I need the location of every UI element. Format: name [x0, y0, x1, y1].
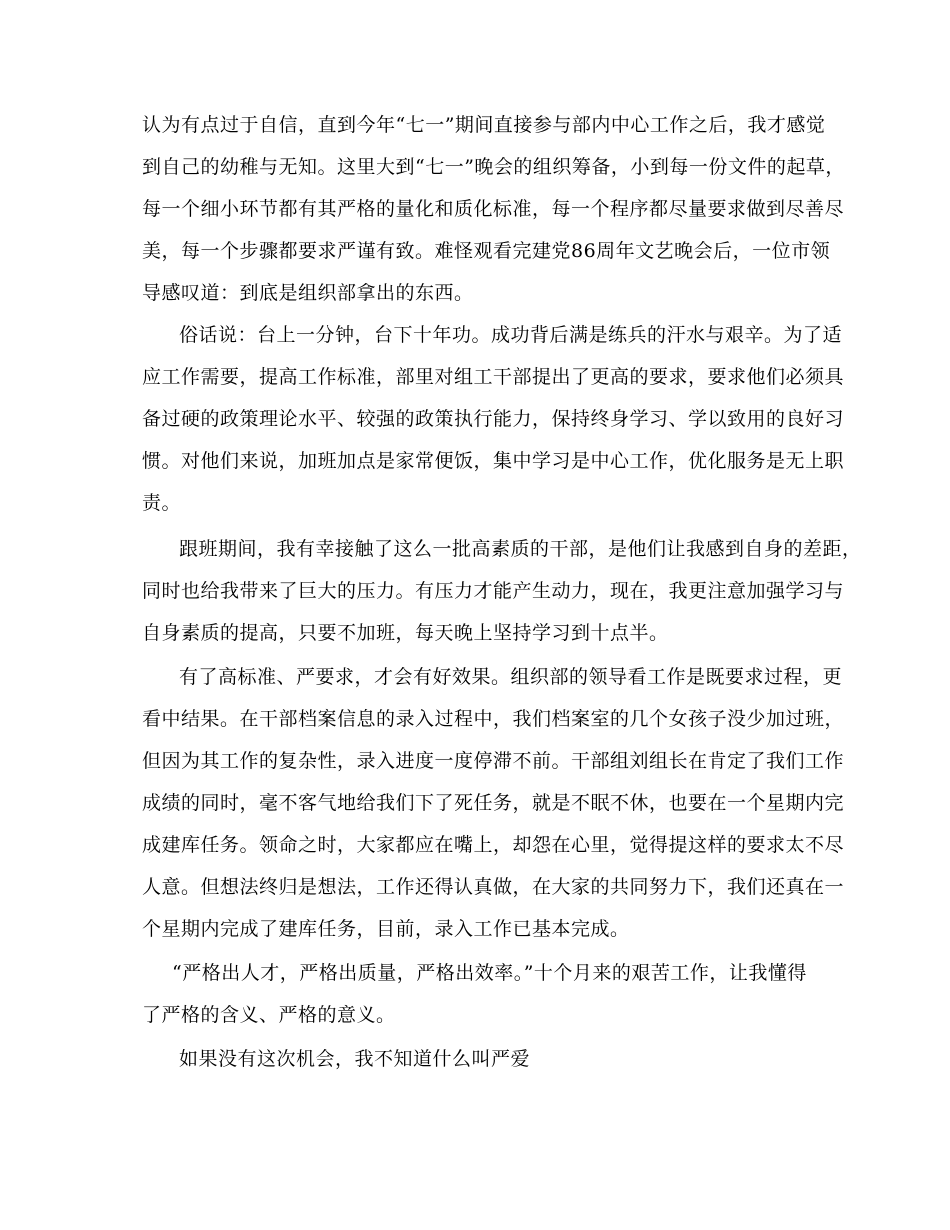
text-line: 看中结果。在干部档案信息的录入过程中，我们档案室的几个女孩子没少加过班， [142, 708, 845, 730]
text-line: 导感叹道：到底是组织部拿出的东西。 [142, 282, 474, 304]
text-line: 自身素质的提高，只要不加班，每天晚上坚持学习到十点半。 [142, 622, 669, 644]
text-line: 但因为其工作的复杂性，录入进度一度停滞不前。干部组刘组长在肯定了我们工作 [142, 750, 845, 772]
text-line: 备过硬的政策理论水平、较强的政策执行能力，保持终身学习、学以致用的良好习 [142, 408, 845, 430]
paragraph-start-line: 如果没有这次机会，我不知道什么叫严爱 [179, 1048, 531, 1070]
text-line: 每一个细小环节都有其严格的量化和质化标准，每一个程序都尽量要求做到尽善尽 [142, 198, 845, 220]
text-line: 了严格的含义、严格的意义。 [142, 1004, 396, 1026]
text-line: 到自己的幼稚与无知。这里大到“七一”晚会的组织筹备，小到每一份文件的起草， [142, 156, 845, 178]
text-line: 惯。对他们来说，加班加点是家常便饭，集中学习是中心工作，优化服务是无上职 [142, 450, 845, 472]
text-line: 人意。但想法终归是想法，工作还得认真做，在大家的共同努力下，我们还真在一 [142, 876, 845, 898]
text-line: 应工作需要，提高工作标准，部里对组工干部提出了更高的要求，要求他们必须具 [142, 366, 845, 388]
paragraph-start-line: 有了高标准、严要求，才会有好效果。组织部的领导看工作是既要求过程，更 [179, 666, 843, 688]
text-line: 成建库任务。领命之时，大家都应在嘴上，却怨在心里，觉得提这样的要求太不尽 [142, 834, 845, 856]
text-line: 同时也给我带来了巨大的压力。有压力才能产生动力，现在，我更注意加强学习与 [142, 580, 845, 602]
text-line: 美，每一个步骤都要求严谨有致。难怪观看完建党86周年文艺晚会后，一位市领 [142, 240, 831, 262]
text-line: 认为有点过于自信，直到今年“七一”期间直接参与部内中心工作之后，我才感觉 [142, 114, 826, 136]
text-line: 责。 [142, 492, 182, 514]
paragraph-start-line: 跟班期间，我有幸接触了这么一批高素质的干部，是他们让我感到自身的差距， [179, 538, 862, 560]
paragraph-start-line: “严格出人才，严格出质量，严格出效率。”十个月来的艰苦工作，让我懂得 [172, 962, 807, 984]
text-line: 个星期内完成了建库任务，目前，录入工作已基本完成。 [142, 918, 630, 940]
text-line: 成绩的同时，毫不客气地给我们下了死任务，就是不眠不休，也要在一个星期内完 [142, 792, 845, 814]
paragraph-start-line: 俗话说：台上一分钟，台下十年功。成功背后满是练兵的汗水与艰辛。为了适 [179, 324, 843, 346]
